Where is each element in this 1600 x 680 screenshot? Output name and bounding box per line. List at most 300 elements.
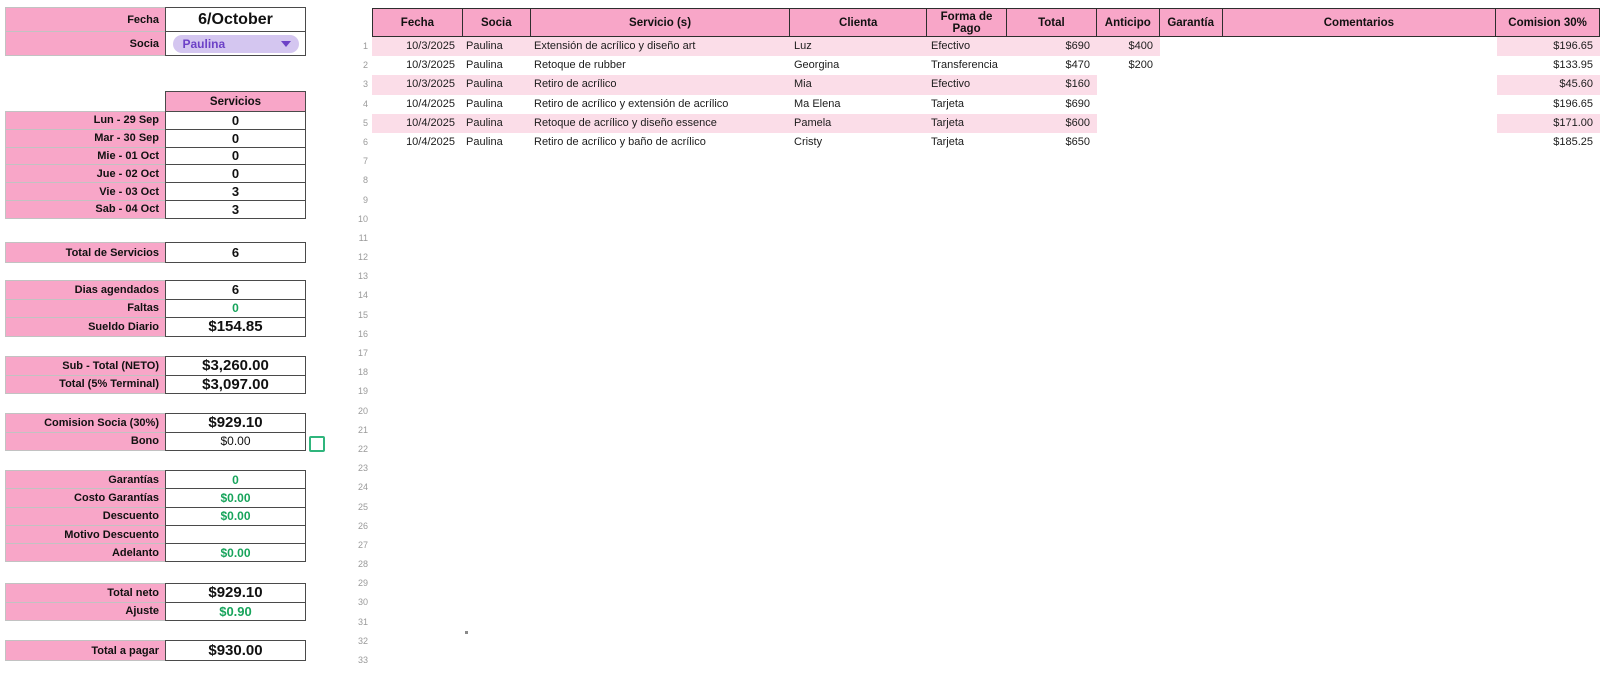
day-value-cell[interactable]: 0 — [165, 129, 306, 148]
cell-servicio[interactable] — [530, 286, 790, 305]
cell-servicio[interactable] — [530, 248, 790, 267]
cell-total[interactable]: $600 — [1007, 114, 1097, 133]
cell-servicio[interactable]: Retoque de acrílico y diseño essence — [530, 114, 790, 133]
header-forma-pago[interactable]: Forma de Pago — [927, 9, 1007, 36]
cell-comision[interactable] — [1497, 191, 1600, 210]
cell-total[interactable] — [1007, 459, 1097, 478]
day-value-cell[interactable]: 3 — [165, 200, 306, 219]
cell-comision[interactable] — [1497, 171, 1600, 190]
cell-fecha[interactable] — [372, 382, 462, 401]
cell-comision[interactable]: $133.95 — [1553, 59, 1593, 72]
cell-total[interactable] — [1007, 171, 1097, 190]
cell-garantia[interactable] — [1160, 517, 1223, 536]
header-anticipo[interactable]: Anticipo — [1097, 9, 1160, 36]
cell-fecha[interactable] — [372, 440, 462, 459]
cell-clienta[interactable] — [790, 210, 927, 229]
cell-anticipo[interactable] — [1097, 478, 1160, 497]
cell-total[interactable] — [1007, 632, 1097, 651]
cell-comision[interactable] — [1497, 536, 1600, 555]
cell-socia[interactable] — [462, 363, 530, 382]
cell-clienta[interactable] — [790, 229, 927, 248]
cell-fecha[interactable] — [372, 459, 462, 478]
cell-clienta[interactable] — [790, 459, 927, 478]
cell-garantia[interactable] — [1160, 286, 1223, 305]
cell-total[interactable] — [1007, 593, 1097, 612]
cell-servicio[interactable] — [530, 574, 790, 593]
row-number[interactable]: 22 — [357, 443, 368, 454]
total-servicios-value-cell[interactable]: 6 — [165, 242, 306, 263]
cell-socia[interactable] — [462, 613, 530, 632]
cell-forma-pago[interactable] — [927, 498, 1007, 517]
cell-anticipo[interactable] — [1097, 459, 1160, 478]
cell-comision[interactable] — [1497, 574, 1600, 593]
row-number[interactable]: 7 — [362, 156, 368, 167]
cell-socia[interactable]: Paulina — [466, 97, 503, 110]
cell-forma-pago[interactable] — [927, 421, 1007, 440]
cell-clienta[interactable] — [790, 171, 927, 190]
cell-forma-pago[interactable] — [927, 344, 1007, 363]
cell-socia[interactable] — [462, 325, 530, 344]
cell-total[interactable] — [1007, 248, 1097, 267]
cell-forma-pago[interactable] — [927, 459, 1007, 478]
cell-anticipo[interactable] — [1097, 574, 1160, 593]
cell-forma-pago[interactable] — [927, 306, 1007, 325]
total-neto-value-cell[interactable]: $929.10 — [165, 583, 306, 603]
cell-servicio[interactable] — [530, 440, 790, 459]
cell-socia[interactable] — [462, 421, 530, 440]
row-number[interactable]: 19 — [357, 386, 368, 397]
cell-fecha[interactable] — [372, 555, 462, 574]
motivo-descuento-value-cell[interactable] — [165, 525, 306, 544]
faltas-value-cell[interactable]: 0 — [165, 299, 306, 319]
cell-clienta[interactable] — [790, 478, 927, 497]
cell-forma-pago[interactable]: Efectivo — [927, 75, 1007, 94]
header-fecha[interactable]: Fecha — [373, 9, 463, 36]
cell-anticipo[interactable] — [1097, 152, 1160, 171]
cell-fecha[interactable] — [372, 363, 462, 382]
cell-anticipo[interactable]: $400 — [1097, 37, 1160, 56]
cell-servicio[interactable] — [530, 459, 790, 478]
cell-comentarios[interactable] — [1223, 133, 1497, 152]
cell-garantia[interactable] — [1160, 402, 1223, 421]
header-comentarios[interactable]: Comentarios — [1223, 9, 1497, 36]
cell-anticipo[interactable] — [1097, 248, 1160, 267]
cell-servicio[interactable] — [530, 478, 790, 497]
cell-clienta[interactable] — [790, 344, 927, 363]
cell-total[interactable] — [1007, 210, 1097, 229]
cell-forma-pago[interactable] — [927, 478, 1007, 497]
cell-clienta[interactable] — [790, 555, 927, 574]
subtotal-neto-value-cell[interactable]: $3,260.00 — [165, 356, 306, 376]
cell-comision[interactable] — [1497, 478, 1600, 497]
bono-value-cell[interactable]: $0.00 — [165, 432, 306, 452]
socia-value-cell[interactable] — [165, 31, 306, 56]
cell-anticipo[interactable] — [1097, 651, 1160, 670]
row-number[interactable]: 17 — [357, 348, 368, 358]
cell-socia[interactable]: Paulina — [462, 114, 530, 133]
cell-comision[interactable] — [1497, 517, 1600, 536]
cell-garantia[interactable] — [1160, 651, 1223, 670]
cell-total[interactable] — [1007, 344, 1097, 363]
cell-fecha[interactable] — [372, 517, 462, 536]
cell-forma-pago[interactable] — [927, 191, 1007, 210]
cell-comentarios[interactable] — [1223, 517, 1497, 536]
cell-servicio[interactable] — [530, 171, 790, 190]
cell-servicio[interactable] — [530, 152, 790, 171]
cell-garantia[interactable] — [1160, 37, 1223, 56]
cell-forma-pago[interactable]: Tarjeta — [927, 114, 1007, 133]
cell-total[interactable] — [1007, 478, 1097, 497]
cell-total[interactable] — [1007, 191, 1097, 210]
cell-fecha[interactable]: 10/4/2025 — [406, 97, 455, 110]
cell-forma-pago[interactable] — [927, 210, 1007, 229]
garantias-value-cell[interactable]: 0 — [165, 470, 306, 489]
cell-clienta[interactable] — [790, 248, 927, 267]
row-number[interactable]: 11 — [358, 232, 368, 243]
row-number[interactable]: 28 — [357, 559, 368, 570]
cell-clienta[interactable] — [790, 632, 927, 651]
row-number[interactable]: 3 — [362, 79, 368, 90]
cell-total[interactable] — [1007, 306, 1097, 325]
cell-clienta[interactable] — [790, 286, 927, 305]
cell-comentarios[interactable] — [1223, 152, 1497, 171]
cell-total[interactable]: $690 — [1007, 37, 1097, 56]
cell-total[interactable] — [1007, 402, 1097, 421]
socia-dropdown[interactable] — [173, 35, 299, 53]
cell-servicio[interactable] — [530, 632, 790, 651]
cell-clienta[interactable] — [790, 191, 927, 210]
cell-comentarios[interactable] — [1223, 478, 1497, 497]
cell-anticipo[interactable] — [1097, 306, 1160, 325]
cell-comision[interactable] — [1497, 421, 1600, 440]
bono-checkbox[interactable] — [309, 436, 325, 452]
cell-fecha[interactable]: 10/3/2025 — [372, 75, 462, 94]
cell-anticipo[interactable] — [1097, 95, 1160, 114]
cell-comision[interactable]: $171.00 — [1497, 114, 1600, 133]
cell-anticipo[interactable] — [1097, 75, 1160, 94]
cell-socia[interactable] — [462, 382, 530, 401]
cell-total[interactable] — [1007, 651, 1097, 670]
total-terminal-value-cell[interactable]: $3,097.00 — [165, 375, 306, 395]
cell-anticipo[interactable]: $200 — [1128, 59, 1153, 72]
cell-fecha[interactable] — [372, 306, 462, 325]
cell-comentarios[interactable] — [1223, 536, 1497, 555]
row-number[interactable]: 25 — [357, 501, 368, 512]
cell-clienta[interactable]: Georgina — [794, 59, 840, 72]
cell-anticipo[interactable] — [1097, 363, 1160, 382]
cell-anticipo[interactable] — [1097, 498, 1160, 517]
cell-anticipo[interactable] — [1097, 382, 1160, 401]
cell-fecha[interactable] — [372, 210, 462, 229]
cell-fecha[interactable] — [372, 651, 462, 670]
cell-garantia[interactable] — [1160, 267, 1223, 286]
cell-servicio[interactable] — [530, 229, 790, 248]
cell-forma-pago[interactable] — [927, 574, 1007, 593]
cell-forma-pago[interactable] — [927, 382, 1007, 401]
cell-comentarios[interactable] — [1223, 440, 1497, 459]
cell-anticipo[interactable] — [1097, 286, 1160, 305]
cell-clienta[interactable] — [790, 574, 927, 593]
cell-clienta[interactable] — [790, 152, 927, 171]
cell-forma-pago[interactable]: Tarjeta — [931, 135, 965, 148]
cell-garantia[interactable] — [1160, 498, 1223, 517]
cell-socia[interactable] — [462, 267, 530, 286]
row-number[interactable]: 24 — [357, 482, 368, 493]
cell-comision[interactable]: $196.65 — [1497, 37, 1600, 56]
cell-comision[interactable] — [1497, 267, 1600, 286]
cell-total[interactable]: $160 — [1007, 75, 1097, 94]
cell-servicio[interactable] — [530, 421, 790, 440]
cell-fecha[interactable] — [372, 536, 462, 555]
header-servicio[interactable]: Servicio (s) — [531, 9, 791, 36]
cell-forma-pago[interactable]: Tarjeta — [931, 97, 965, 110]
cell-clienta[interactable] — [790, 536, 927, 555]
cell-garantia[interactable] — [1160, 229, 1223, 248]
fecha-value-cell[interactable]: 6/October — [165, 7, 306, 32]
cell-comision[interactable] — [1497, 152, 1600, 171]
cell-servicio[interactable]: Extensión de acrílico y diseño art — [530, 37, 790, 56]
cell-comision[interactable]: $196.65 — [1553, 97, 1593, 110]
cell-comision[interactable] — [1497, 402, 1600, 421]
cell-total[interactable] — [1007, 325, 1097, 344]
cell-forma-pago[interactable] — [927, 267, 1007, 286]
cell-comentarios[interactable] — [1223, 191, 1497, 210]
cell-comision[interactable] — [1497, 498, 1600, 517]
cell-comentarios[interactable] — [1223, 306, 1497, 325]
cell-fecha[interactable] — [372, 344, 462, 363]
cell-total[interactable] — [1007, 421, 1097, 440]
cell-total[interactable] — [1007, 152, 1097, 171]
cell-fecha[interactable] — [372, 325, 462, 344]
cell-forma-pago[interactable] — [927, 536, 1007, 555]
cell-comentarios[interactable] — [1223, 402, 1497, 421]
cell-comision[interactable] — [1497, 632, 1600, 651]
cell-forma-pago[interactable] — [927, 286, 1007, 305]
cell-comision[interactable]: $185.25 — [1553, 135, 1593, 148]
cell-comentarios[interactable] — [1223, 267, 1497, 286]
cell-socia[interactable] — [462, 632, 530, 651]
cell-comentarios[interactable] — [1223, 37, 1497, 56]
cell-comision[interactable] — [1497, 382, 1600, 401]
cell-servicio[interactable] — [530, 325, 790, 344]
row-number[interactable]: 14 — [357, 290, 368, 301]
cell-socia[interactable] — [462, 536, 530, 555]
cell-servicio[interactable] — [530, 191, 790, 210]
cell-socia[interactable]: Paulina — [466, 135, 503, 148]
cell-garantia[interactable] — [1160, 171, 1223, 190]
cell-forma-pago[interactable]: Transferencia — [931, 59, 998, 72]
day-value-cell[interactable]: 3 — [165, 182, 306, 201]
cell-fecha[interactable]: 10/4/2025 — [406, 135, 455, 148]
cell-comision[interactable] — [1497, 229, 1600, 248]
cell-clienta[interactable] — [790, 440, 927, 459]
cell-fecha[interactable] — [372, 171, 462, 190]
cell-garantia[interactable] — [1160, 478, 1223, 497]
cell-forma-pago[interactable] — [927, 517, 1007, 536]
cell-forma-pago[interactable] — [927, 171, 1007, 190]
total-a-pagar-value-cell[interactable]: $930.00 — [165, 640, 306, 661]
cell-socia[interactable]: Paulina — [462, 75, 530, 94]
adelanto-value-cell[interactable]: $0.00 — [165, 543, 306, 562]
cell-servicio[interactable] — [530, 555, 790, 574]
cell-anticipo[interactable] — [1097, 593, 1160, 612]
row-number[interactable]: 15 — [357, 309, 368, 320]
cell-socia[interactable] — [462, 210, 530, 229]
row-number[interactable]: 9 — [362, 194, 368, 205]
cell-total[interactable]: $650 — [1065, 135, 1090, 148]
cell-servicio[interactable]: Retoque de rubber — [534, 59, 626, 72]
row-number[interactable]: 20 — [357, 405, 368, 416]
cell-forma-pago[interactable] — [927, 363, 1007, 382]
cell-clienta[interactable] — [790, 325, 927, 344]
cell-total[interactable] — [1007, 613, 1097, 632]
cell-fecha[interactable] — [372, 593, 462, 612]
cell-anticipo[interactable] — [1097, 114, 1160, 133]
cell-clienta[interactable]: Cristy — [794, 135, 823, 148]
cell-anticipo[interactable] — [1097, 517, 1160, 536]
row-number[interactable]: 29 — [357, 578, 368, 589]
cell-comentarios[interactable] — [1223, 75, 1497, 94]
cell-socia[interactable] — [462, 459, 530, 478]
row-number[interactable]: 27 — [357, 539, 368, 550]
cell-servicio[interactable] — [530, 382, 790, 401]
cell-socia[interactable] — [462, 191, 530, 210]
cell-clienta[interactable] — [790, 498, 927, 517]
cell-fecha[interactable] — [372, 191, 462, 210]
row-number[interactable]: 6 — [362, 136, 368, 147]
cell-garantia[interactable] — [1160, 152, 1223, 171]
row-number[interactable]: 21 — [357, 424, 368, 435]
cell-garantia[interactable] — [1160, 632, 1223, 651]
cell-servicio[interactable] — [530, 402, 790, 421]
cell-total[interactable] — [1007, 498, 1097, 517]
sueldo-diario-value-cell[interactable]: $154.85 — [165, 317, 306, 337]
cell-clienta[interactable]: Luz — [790, 37, 927, 56]
row-number[interactable]: 1 — [362, 41, 368, 51]
day-value-cell[interactable]: 0 — [165, 111, 306, 130]
cell-total[interactable] — [1007, 363, 1097, 382]
cell-total[interactable]: $690 — [1065, 97, 1090, 110]
cell-forma-pago[interactable] — [927, 402, 1007, 421]
row-number[interactable]: 5 — [362, 117, 368, 128]
cell-servicio[interactable] — [530, 651, 790, 670]
cell-forma-pago[interactable] — [927, 593, 1007, 612]
row-number[interactable]: 33 — [357, 655, 368, 665]
cell-anticipo[interactable] — [1097, 267, 1160, 286]
cell-anticipo[interactable] — [1097, 229, 1160, 248]
cell-garantia[interactable] — [1160, 363, 1223, 382]
cell-garantia[interactable] — [1160, 210, 1223, 229]
cell-fecha[interactable] — [372, 632, 462, 651]
cell-comentarios[interactable] — [1223, 459, 1497, 478]
cell-servicio[interactable]: Retiro de acrílico y extensión de acrílico — [534, 97, 729, 110]
cell-socia[interactable] — [462, 344, 530, 363]
cell-total[interactable] — [1007, 536, 1097, 555]
cell-garantia[interactable] — [1160, 593, 1223, 612]
cell-comision[interactable] — [1497, 459, 1600, 478]
cell-total[interactable] — [1007, 517, 1097, 536]
cell-comision[interactable] — [1497, 555, 1600, 574]
cell-comision[interactable] — [1497, 651, 1600, 670]
cell-anticipo[interactable] — [1097, 133, 1160, 152]
cell-comentarios[interactable] — [1223, 210, 1497, 229]
ajuste-value-cell[interactable]: $0.90 — [165, 602, 306, 622]
cell-comentarios[interactable] — [1223, 344, 1497, 363]
cell-comision[interactable] — [1497, 344, 1600, 363]
cell-comentarios[interactable] — [1223, 382, 1497, 401]
header-clienta[interactable]: Clienta — [790, 9, 927, 36]
cell-anticipo[interactable] — [1097, 536, 1160, 555]
row-number[interactable]: 13 — [357, 271, 368, 282]
cell-socia[interactable] — [462, 402, 530, 421]
cell-clienta[interactable] — [790, 363, 927, 382]
cell-comentarios[interactable] — [1223, 555, 1497, 574]
cell-garantia[interactable] — [1160, 191, 1223, 210]
cell-total[interactable] — [1007, 555, 1097, 574]
cell-servicio[interactable] — [530, 344, 790, 363]
cell-anticipo[interactable] — [1097, 171, 1160, 190]
cell-comentarios[interactable] — [1223, 248, 1497, 267]
cell-fecha[interactable] — [372, 613, 462, 632]
cell-garantia[interactable] — [1160, 306, 1223, 325]
cell-servicio[interactable]: Retiro de acrílico y baño de acrílico — [534, 135, 706, 148]
cell-anticipo[interactable] — [1097, 210, 1160, 229]
cell-fecha[interactable] — [372, 248, 462, 267]
cell-comentarios[interactable] — [1223, 613, 1497, 632]
cell-comentarios[interactable] — [1223, 498, 1497, 517]
cell-garantia[interactable] — [1160, 459, 1223, 478]
cell-fecha[interactable] — [372, 498, 462, 517]
cell-garantia[interactable] — [1160, 613, 1223, 632]
cell-fecha[interactable]: 10/4/2025 — [372, 114, 462, 133]
comision-socia-value-cell[interactable]: $929.10 — [165, 413, 306, 433]
cell-comision[interactable] — [1497, 325, 1600, 344]
cell-forma-pago[interactable] — [927, 651, 1007, 670]
cell-comentarios[interactable] — [1223, 56, 1497, 75]
cell-comentarios[interactable] — [1223, 363, 1497, 382]
row-number[interactable]: 32 — [357, 635, 368, 646]
row-number[interactable]: 26 — [357, 520, 368, 531]
cell-fecha[interactable] — [372, 421, 462, 440]
header-total[interactable]: Total — [1007, 9, 1097, 36]
row-number[interactable]: 16 — [357, 328, 368, 339]
cell-socia[interactable] — [462, 478, 530, 497]
cell-fecha[interactable] — [372, 478, 462, 497]
row-number[interactable]: 18 — [357, 367, 368, 378]
cell-socia[interactable] — [462, 286, 530, 305]
cell-forma-pago[interactable] — [927, 440, 1007, 459]
cell-comentarios[interactable] — [1223, 95, 1497, 114]
cell-servicio[interactable] — [530, 363, 790, 382]
cell-anticipo[interactable] — [1097, 325, 1160, 344]
day-value-cell[interactable]: 0 — [165, 147, 306, 166]
cell-forma-pago[interactable] — [927, 229, 1007, 248]
row-number[interactable]: 8 — [362, 175, 368, 186]
cell-comision[interactable] — [1497, 286, 1600, 305]
cell-socia[interactable]: Paulina — [466, 59, 503, 72]
cell-servicio[interactable]: Retiro de acrílico — [530, 75, 790, 94]
cell-clienta[interactable] — [790, 651, 927, 670]
cell-clienta[interactable] — [790, 613, 927, 632]
cell-fecha[interactable] — [372, 574, 462, 593]
cell-comentarios[interactable] — [1223, 651, 1497, 670]
cell-comentarios[interactable] — [1223, 171, 1497, 190]
cell-forma-pago[interactable] — [927, 152, 1007, 171]
cell-total[interactable] — [1007, 382, 1097, 401]
cell-garantia[interactable] — [1160, 344, 1223, 363]
cell-servicio[interactable] — [530, 593, 790, 612]
cell-clienta[interactable]: Pamela — [790, 114, 927, 133]
